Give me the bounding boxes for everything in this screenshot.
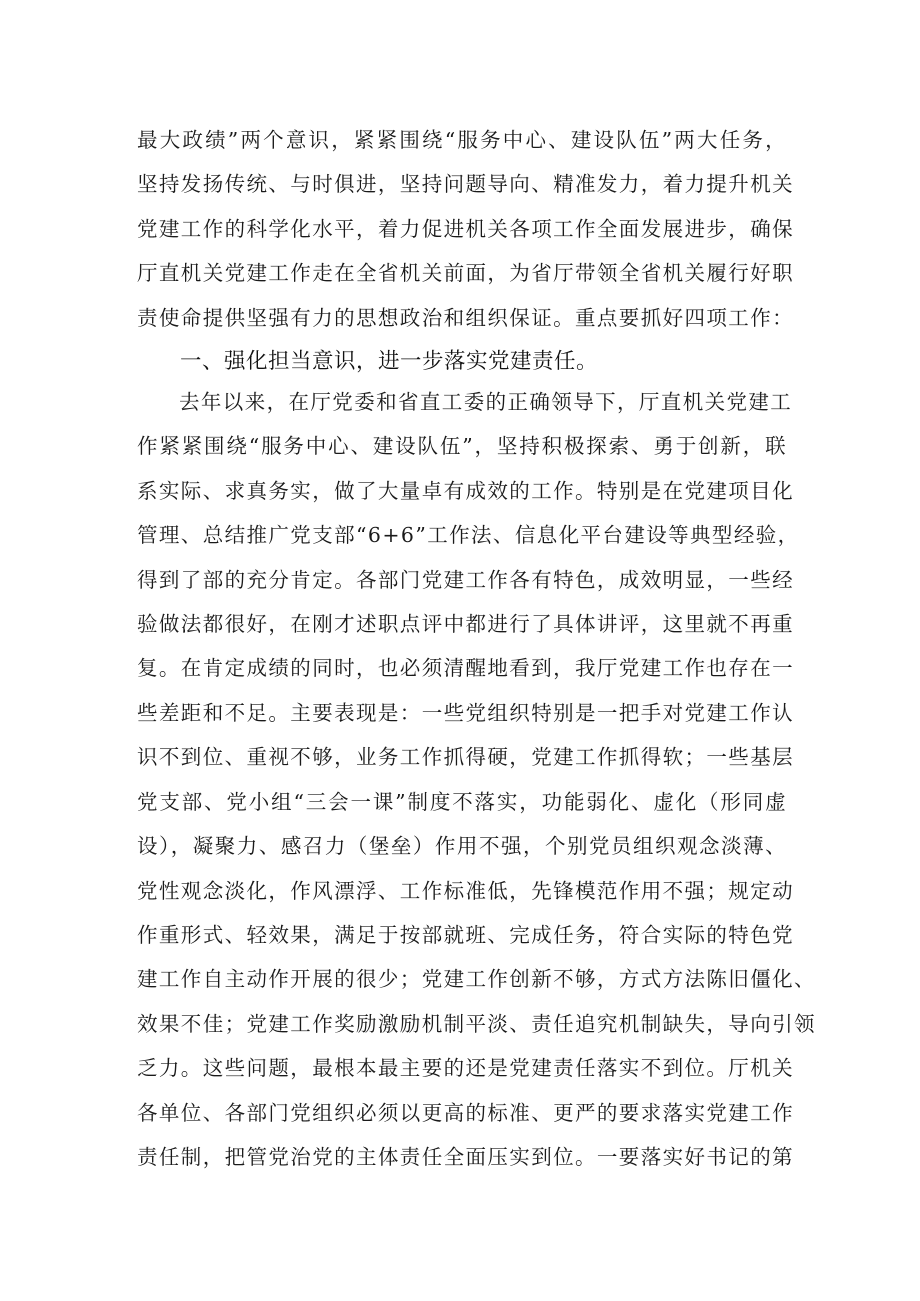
text-line: 党支部、党小组“三会一课”制度不落实，功能弱化、虚化（形同虚 bbox=[137, 790, 787, 814]
text-line: 最大政绩”两个意识，紧紧围绕“服务中心、建设队伍”两大任务， bbox=[137, 128, 787, 152]
text-line: 党性观念淡化，作风漂浮、工作标准低，先锋模范作用不强；规定动 bbox=[137, 879, 794, 903]
text-line: 识不到位、重视不够，业务工作抓得硬，党建工作抓得软；一些基层 bbox=[137, 745, 794, 769]
text-line: 些差距和不足。主要表现是：一些党组织特别是一把手对党建工作认 bbox=[137, 701, 794, 725]
section-heading: 一、强化担当意识，进一步落实党建责任。 bbox=[180, 349, 599, 374]
text-line: 去年以来，在厅党委和省直工委的正确领导下，厅直机关党建工 bbox=[179, 390, 793, 414]
text-line: 责使命提供坚强有力的思想政治和组织保证。重点要抓好四项工作： bbox=[137, 306, 794, 330]
text-line: 设），凝聚力、感召力（堡垒）作用不强，个别党员组织观念淡薄、 bbox=[137, 834, 787, 858]
text-line: 坚持发扬传统、与时俱进，坚持问题导向、精准发力，着力提升机关 bbox=[137, 172, 794, 196]
text-line: 各单位、各部门党组织必须以更高的标准、更严的要求落实党建工作 bbox=[137, 1101, 794, 1125]
text-line: 乏力。这些问题，最根本最主要的还是党建责任落实不到位。厅机关 bbox=[137, 1056, 794, 1080]
text-line: 责任制，把管党治党的主体责任全面压实到位。一要落实好书记的第 bbox=[137, 1145, 794, 1169]
text-line: 管理、总结推广党支部“6+6”工作法、信息化平台建设等典型经验， bbox=[137, 523, 800, 547]
text-line: 验做法都很好，在刚才述职点评中都进行了具体讲评，这里就不再重 bbox=[137, 612, 794, 636]
text-line: 效果不佳；党建工作奖励激励机制平淡、责任追究机制缺失，导向引领 bbox=[137, 1012, 816, 1036]
text-line: 复。在肯定成绩的同时，也必须清醒地看到，我厅党建工作也存在一 bbox=[137, 656, 794, 680]
text-line: 建工作自主动作开展的很少；党建工作创新不够，方式方法陈旧僵化、 bbox=[137, 967, 816, 991]
text-line: 作紧紧围绕“服务中心、建设队伍”，坚持积极探索、勇于创新，联 bbox=[137, 434, 787, 458]
text-line: 得到了部的充分肯定。各部门党建工作各有特色，成效明显，一些经 bbox=[137, 568, 794, 592]
text-line: 厅直机关党建工作走在全省机关前面，为省厅带领全省机关履行好职 bbox=[137, 261, 794, 285]
text-line: 作重形式、轻效果，满足于按部就班、完成任务，符合实际的特色党 bbox=[137, 923, 794, 947]
text-line: 系实际、求真务实，做了大量卓有成效的工作。特别是在党建项目化 bbox=[137, 479, 794, 503]
text-line: 党建工作的科学化水平，着力促进机关各项工作全面发展进步，确保 bbox=[137, 217, 794, 241]
